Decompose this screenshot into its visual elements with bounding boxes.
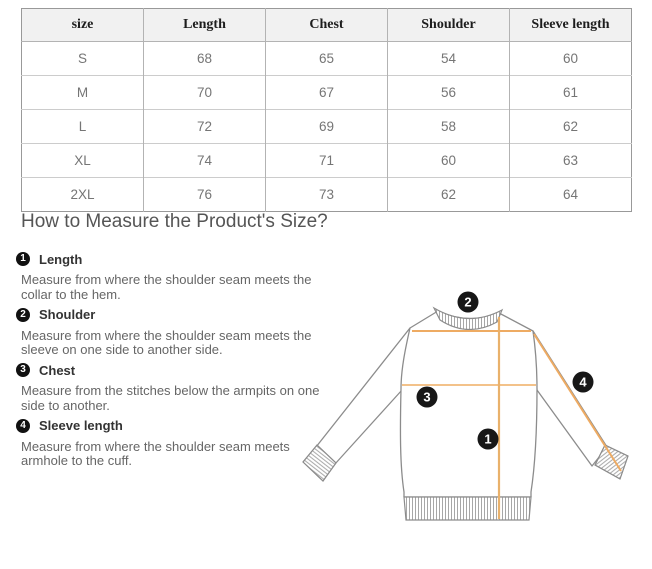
- sweater-diagram: [300, 275, 652, 569]
- size-table-body: [22, 42, 632, 212]
- measurement-cell: 54: [388, 42, 510, 76]
- svg-text:4: 4: [579, 374, 587, 390]
- measure-step-shoulder: [16, 307, 326, 358]
- measure-step-chest: [16, 362, 326, 413]
- column-header-size: size: [22, 9, 144, 42]
- size-table-header-row: [22, 9, 632, 42]
- size-table-header: [22, 9, 632, 42]
- step-head: [16, 251, 326, 267]
- measurement-cell: 62: [510, 110, 632, 144]
- measurement-cell: 74: [144, 144, 266, 178]
- column-header-shoulder: Shoulder: [388, 9, 510, 42]
- measurement-cell: 60: [388, 144, 510, 178]
- step-head: [16, 307, 326, 323]
- size-row-l: [22, 110, 632, 144]
- measurement-cell: 67: [266, 76, 388, 110]
- size-row-s: [22, 42, 632, 76]
- measurement-cell: 68: [144, 42, 266, 76]
- svg-text:2: 2: [464, 294, 472, 310]
- column-header-chest: Chest: [266, 9, 388, 42]
- step-head: [16, 418, 326, 434]
- step-label: Chest: [39, 362, 76, 378]
- step-description: Measure from where the shoulder seam meets armhole to the cuff.: [21, 438, 290, 468]
- size-cell: S: [22, 42, 144, 76]
- measurement-cell: 70: [144, 76, 266, 110]
- diagram-marker-4: [573, 372, 594, 393]
- svg-text:1: 1: [484, 431, 492, 447]
- svg-text:3: 3: [423, 389, 431, 405]
- measurement-cell: 61: [510, 76, 632, 110]
- measurement-cell: 65: [266, 42, 388, 76]
- measurement-cell: 69: [266, 110, 388, 144]
- size-cell: 2XL: [22, 178, 144, 212]
- hem-band: [404, 497, 531, 520]
- step-description: Measure from where the shoulder seam meets the sleeve on one side to another side.: [21, 327, 312, 357]
- measurement-cell: 72: [144, 110, 266, 144]
- step-number-badge: 3: [16, 363, 30, 377]
- step-head: [16, 362, 326, 378]
- step-number-badge: 4: [16, 419, 30, 433]
- measure-steps: [16, 251, 326, 473]
- measurement-cell: 63: [510, 144, 632, 178]
- step-number-badge: 1: [16, 252, 30, 266]
- diagram-marker-2: [458, 292, 479, 313]
- step-label: Length: [39, 251, 83, 267]
- measurement-cell: 62: [388, 178, 510, 212]
- left-sleeve: [303, 328, 410, 481]
- step-label: Sleeve length: [39, 418, 123, 433]
- column-header-length: Length: [144, 9, 266, 42]
- measure-step-sleeve-length: [16, 418, 326, 469]
- measure-step-length: [16, 251, 326, 302]
- measurement-cell: 71: [266, 144, 388, 178]
- measurement-cell: 58: [388, 110, 510, 144]
- size-cell: M: [22, 76, 144, 110]
- diagram-marker-3: [417, 387, 438, 408]
- size-row-2xl: [22, 178, 632, 212]
- diagram-marker-1: [478, 429, 499, 450]
- step-number-badge: 2: [16, 308, 30, 322]
- size-table: [21, 8, 632, 212]
- size-row-m: [22, 76, 632, 110]
- measurement-cell: 60: [510, 42, 632, 76]
- size-cell: XL: [22, 144, 144, 178]
- measurement-cell: 73: [266, 178, 388, 212]
- measurement-cell: 64: [510, 178, 632, 212]
- step-label: Shoulder: [39, 307, 96, 322]
- measurement-cell: 56: [388, 76, 510, 110]
- measurement-cell: 76: [144, 178, 266, 212]
- measure-heading: How to Measure the Product's Size?: [21, 211, 328, 232]
- step-description: Measure from where the shoulder seam meets the collar to the hem.: [21, 272, 312, 302]
- column-header-sleeve-length: Sleeve length: [510, 9, 632, 42]
- size-cell: L: [22, 110, 144, 144]
- step-description: Measure from the stitches below the armpits on one side to another.: [21, 383, 320, 413]
- size-row-xl: [22, 144, 632, 178]
